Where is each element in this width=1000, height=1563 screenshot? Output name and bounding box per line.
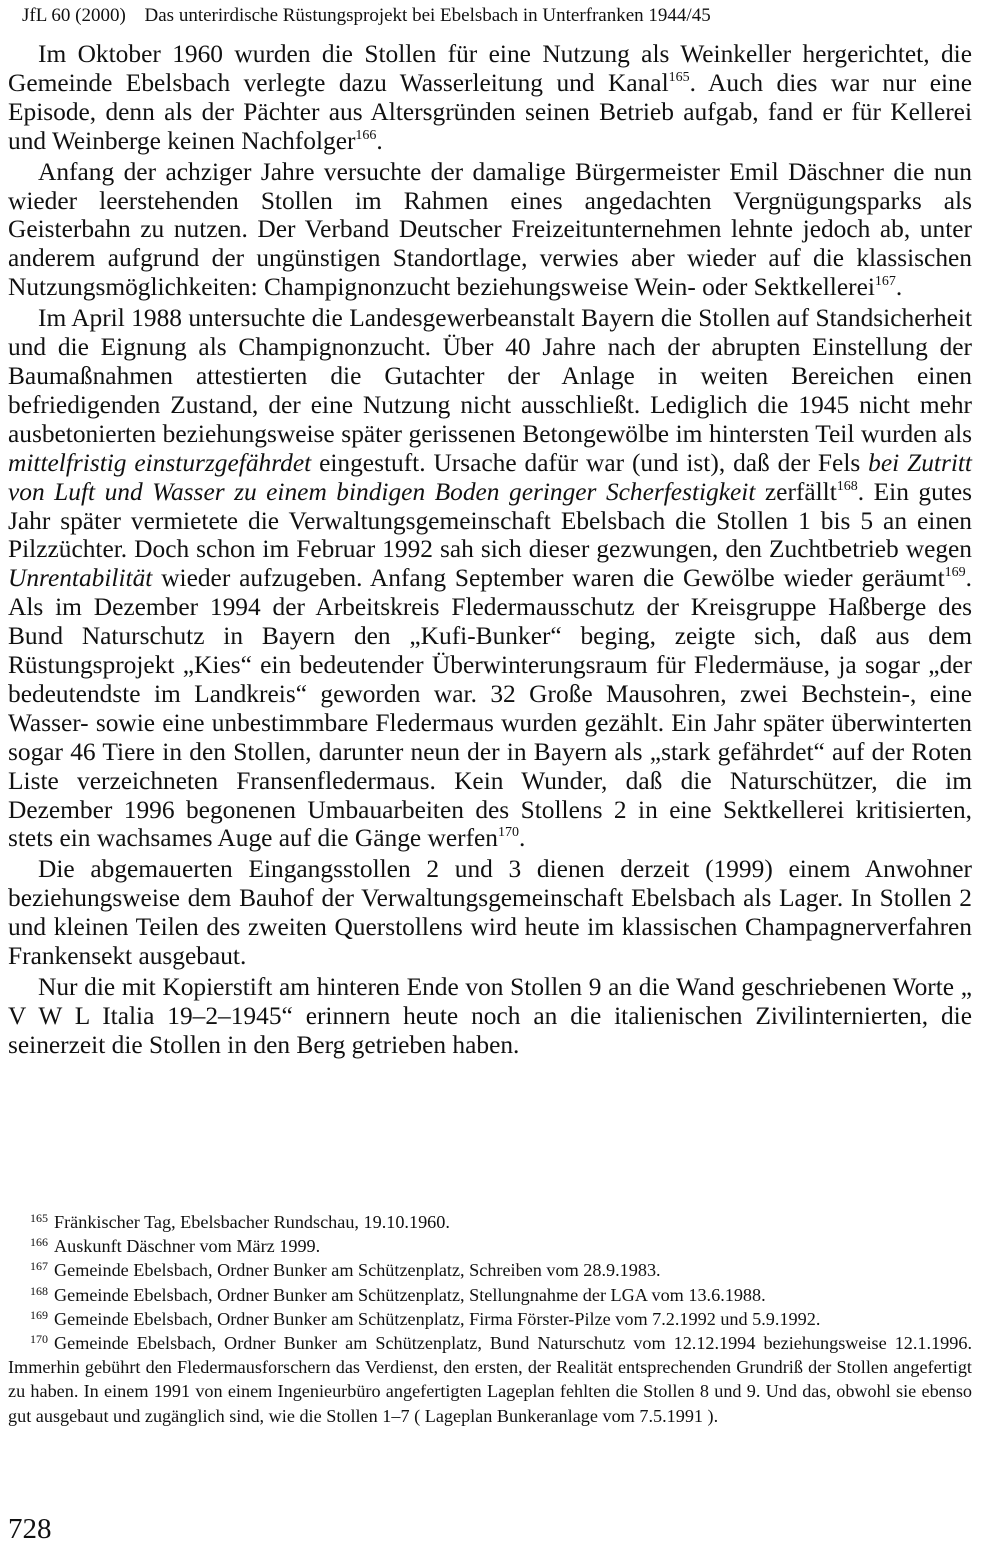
footnote-item	[8, 1210, 972, 1234]
footnote-number: 167	[30, 1259, 48, 1274]
text-run: zerfällt	[755, 477, 837, 506]
page-number: 728	[8, 1513, 52, 1545]
footnote-reference: 166	[355, 127, 377, 143]
emphasized-quote: mittelfristig einsturzgefährdet	[8, 448, 312, 477]
footnote-text: Gemeinde Ebelsbach, Ordner Bunker am Schützenplatz, Stellungnahme der LGA vom 13.6.1988.	[54, 1284, 766, 1305]
text-run: . Ein gutes Jahr später vermietete die Verwaltungsgemeinschaft Ebelsbach die Stollen 1 bis 5 an einen Pilzzüchter. Doch schon im Februar 1992 sah sich dieser gezwungen, den Zuchtbetrieb wegen	[8, 477, 972, 564]
body-paragraph	[8, 304, 972, 853]
footnote-item	[8, 1307, 972, 1331]
body-paragraph	[8, 158, 972, 303]
text-run: .	[895, 273, 903, 302]
footnote-number: 169	[30, 1307, 48, 1322]
article-title: Das unterirdische Rüstungsprojekt bei Ebelsbach in Unterfranken 1944/45	[144, 5, 711, 26]
body-text	[8, 40, 972, 1062]
footnote-text: Fränkischer Tag, Ebelsbacher Rundschau, 19.10.1960.	[54, 1212, 450, 1232]
footnotes	[8, 1210, 972, 1428]
body-paragraph	[8, 855, 972, 971]
text-run: . Als im Dezember 1994 der Arbeitskreis Fledermausschutz der Kreisgruppe Haßberge des Bund Naturschutz in Bayern den „Kufi-Bunker“ beging, zeigte sich, daß aus dem Rüstungsprojekt „Kies“ ein bedeutender Überwinterungsraum für Fledermäuse, ja sogar „der bedeutendste im Landkreis“ geworden war. 32 Große Mausohren, zwei Bechstein-, eine Wasser- sowie eine unbestimmbare Fledermaus wurden gezählt. Ein Jahr später überwinterten sogar 46 Tiere in den Stollen, darunter neun der in Bayern als „stark gefährdet“ auf der Roten Liste verzeichneten Fransenfledermaus. Kein Wunder, daß die Naturschützer, die im Dezember 1996 begonenen Umbauarbeiten des Stollens 2 in eine Sektkellerei kritisierten, stets ein wachsames Auge auf die Gänge werfen	[8, 564, 972, 853]
text-run: . Auch dies war nur eine Episode, denn als der Pächter aus Altersgründen seinen Betrieb aufgab, fand er für Kellerei und Weinberge keinen Nachfolger	[8, 68, 972, 155]
text-run: .	[519, 824, 526, 853]
emphasized-quote: bei Zutritt von Luft und Wasser zu einem bindigen Boden geringer Scherfestigkeit	[8, 448, 972, 506]
footnote-reference: 170	[498, 825, 519, 841]
text-run: eingestuft. Ursache dafür war (und ist), daß der Fels	[311, 448, 869, 477]
text-run: Nur die mit Kopierstift am hinteren Ende von Stollen 9 an die Wand geschriebenen Worte „ V W L Italia 19–2–1945“ erinnern heute noch an die italienischen Zivilinternierten, die seinerzeit die Stollen in den Berg getrieben haben.	[8, 973, 972, 1059]
footnote-number: 165	[30, 1211, 48, 1225]
text-run: Im Oktober 1960 wurden die Stollen für eine Nutzung als Weinkeller hergerichtet, die Gemeinde Ebelsbach verlegte dazu Wasserleitung und Kanal	[8, 40, 972, 97]
text-run: Im April 1988 untersuchte die Landesgewerbeanstalt Bayern die Stollen auf Standsicherheit und die Eignung als Champignonzucht. Über 40 Jahre nach der abrupten Einstellung der Baumaßnahmen attestierten die Gutachter der Anlage in weiten Bereichen einen befriedigenden Zustand, der eine Nutzung nicht ausschließt. Lediglich die 1945 nicht mehr ausbetonierten beziehungsweise später gerissenen Betongewölbe im hintersten Teil wurden als	[8, 304, 972, 448]
text-run: wieder aufzugeben. Anfang September waren die Gewölbe wieder geräumt	[152, 564, 945, 593]
footnote-text: Gemeinde Ebelsbach, Ordner Bunker am Schützenplatz, Firma Förster-Pilze vom 7.2.1992 und 5.9.1992.	[54, 1308, 821, 1329]
footnote-item	[8, 1234, 972, 1258]
footnote-reference: 167	[874, 274, 896, 290]
text-run: .	[376, 126, 383, 155]
footnote-item	[8, 1331, 972, 1428]
journal-citation: JfL 60 (2000)	[22, 5, 126, 26]
footnote-reference: 165	[668, 69, 690, 85]
footnote-number: 170	[30, 1332, 48, 1347]
footnote-text: Gemeinde Ebelsbach, Ordner Bunker am Schützenplatz, Schreiben vom 28.9.1983.	[54, 1260, 661, 1281]
text-run: Anfang der achziger Jahre versuchte der damalige Bürgermeister Emil Däschner die nun wieder leerstehenden Stollen im Rahmen eines angedachten Vergnügungsparks als Geisterbahn zu nutzen. Der Verband Deutscher Freizeitunternehmen lehnte jedoch ab, unter anderem aufgrund der ungünstigen Standortlage, verwies aber wieder auf die klassischen Nutzungsmöglichkeiten: Champignonzucht beziehungsweise Wein- oder Sektkellerei	[8, 157, 972, 302]
footnote-reference: 169	[944, 565, 966, 581]
footnote-text: Auskunft Däschner vom März 1999.	[54, 1236, 321, 1257]
footnote-text: Gemeinde Ebelsbach, Ordner Bunker am Schützenplatz, Bund Naturschutz vom 12.12.1994 beziehungsweise 12.1.1996. Immerhin gebührt den Fledermausforschern das Verdienst, den ersten, der Realität entsprechenden Grundriß der Stollen angefertigt zu haben. In einem 1991 von einem Ingenieurbüro angefertigten Lageplan fehlten die Stollen 8 und 9. Und das, obwohl sie ebenso gut ausgebaut und zugänglich sind, wie die Stollen 1–7 ( Lageplan Bunkeranlage vom 7.5.1991 ).	[8, 1333, 972, 1426]
footnote-number: 166	[30, 1235, 48, 1250]
footnote-item	[8, 1283, 972, 1307]
running-header	[22, 4, 982, 28]
footnote-number: 168	[30, 1283, 48, 1298]
footnote-item	[8, 1258, 972, 1282]
footnote-reference: 168	[836, 478, 858, 494]
text-run: Die abgemauerten Eingangsstollen 2 und 3 dienen derzeit (1999) einem Anwohner beziehungsweise dem Bauhof der Verwaltungsgemeinschaft Ebelsbach als Lager. In Stollen 2 und kleinen Teilen des zweiten Querstollens wird heute im klassischen Champagnerverfahren Frankensekt ausgebaut.	[8, 855, 972, 971]
emphasized-quote: Unrentabilität	[8, 564, 153, 593]
body-paragraph	[8, 973, 972, 1060]
body-paragraph	[8, 40, 972, 156]
